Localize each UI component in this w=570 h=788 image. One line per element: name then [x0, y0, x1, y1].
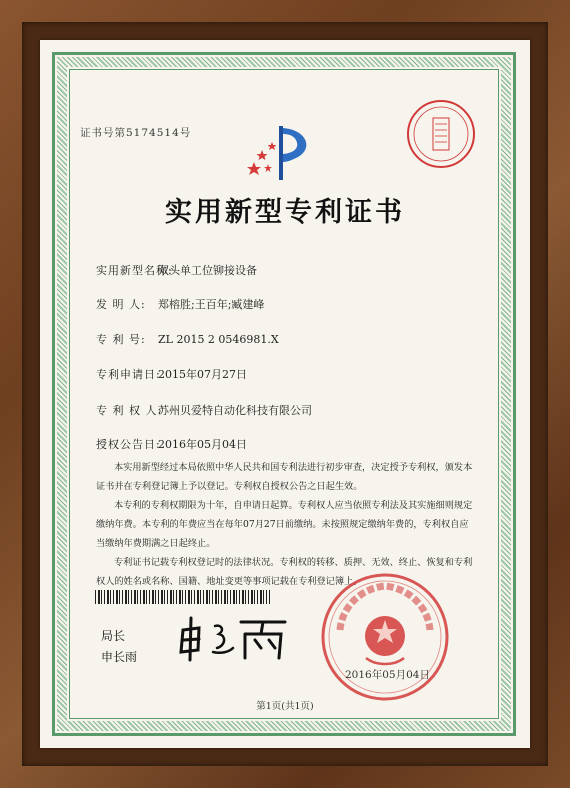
field-value: 2015年07月27日: [158, 368, 247, 381]
field-label: 授权公告日:: [96, 438, 161, 451]
field-patent-number: [96, 331, 279, 347]
page-number: 第1页(共1页): [256, 701, 314, 712]
seal-date: 2016年05月04日: [345, 669, 430, 681]
field-label: 专 利 号:: [96, 333, 146, 346]
patent-office-logo: [238, 118, 322, 188]
official-seal: [318, 570, 452, 704]
field-value: 双头单工位铆接设备: [158, 264, 257, 277]
field-value: 郑榕胜;王百年;臧建峰: [158, 298, 265, 311]
field-value: 2016年05月04日: [158, 438, 247, 451]
field-label: 实用新型名称:: [96, 264, 173, 277]
director-signature: [175, 612, 295, 662]
field-announcement-date: [96, 436, 247, 452]
director-title: 局长: [101, 629, 126, 643]
field-value: 苏州贝爱特自动化科技有限公司: [158, 404, 312, 417]
barcode: [95, 590, 270, 604]
field-label: 专 利 权 人:: [96, 404, 163, 417]
field-name: [96, 262, 257, 278]
field-label: 专利申请日:: [96, 368, 161, 381]
registration-seal: [405, 98, 477, 170]
field-inventors: [96, 296, 264, 312]
field-value: ZL 2015 2 0546981.X: [158, 333, 279, 346]
field-patentee: [96, 402, 312, 418]
field-label: 发 明 人:: [96, 298, 146, 311]
body-paragraph: 专利证书记载专利权登记时的法律状况。专利权的转移、质押、无效、终止、恢复和专利权人的姓名或名称、国籍、地址变更等事项记载在专利登记簿上。: [96, 557, 473, 587]
body-paragraph: 本实用新型经过本局依照中华人民共和国专利法进行初步审查，决定授予专利权，颁发本证书并在专利登记簿上予以登记。专利权自授权公告之日起生效。: [96, 462, 473, 492]
body-paragraph: 本专利的专利权期限为十年，自申请日起算。专利权人应当依照专利法及其实施细则规定缴纳年费。本专利的年费应当在每年07月27日前缴纳。未按照规定缴纳年费的，专利权自应当缴纳年费期满之日起终止。: [96, 500, 473, 549]
certificate-title: 实用新型专利证书: [165, 197, 405, 228]
certificate-number: 证书号第5174514号: [80, 127, 192, 139]
field-application-date: [96, 366, 247, 382]
director-name: 申长雨: [101, 650, 138, 664]
